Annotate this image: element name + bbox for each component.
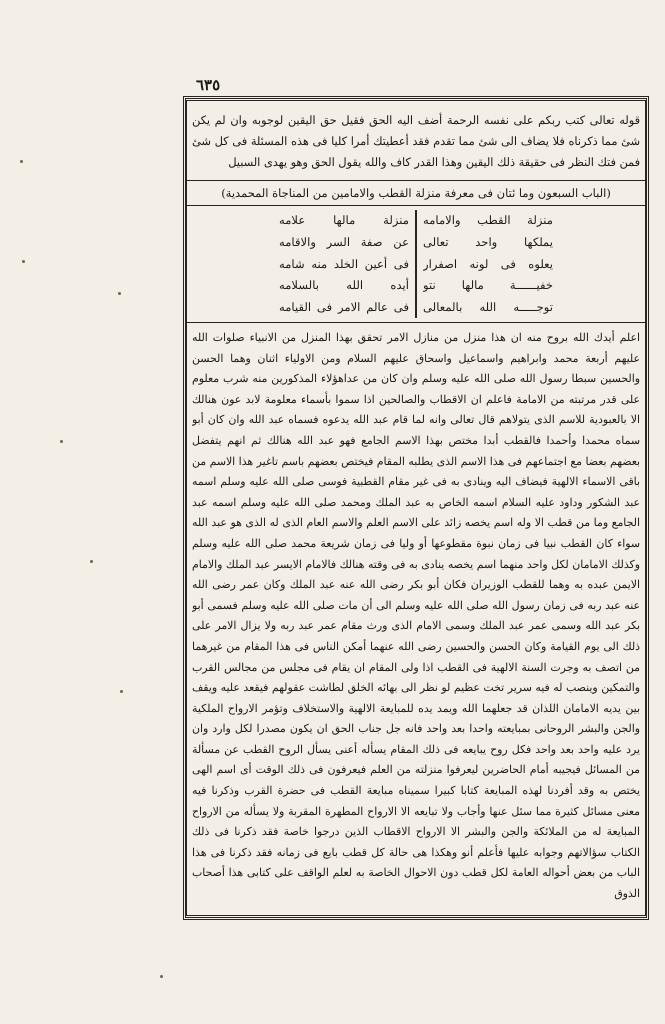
page-number: ٦٣٥ — [196, 76, 221, 94]
margin-speck — [118, 292, 121, 295]
poem-line: عن صفة السر والاقامه — [279, 234, 409, 249]
chapter-title: (الباب السبعون وما ئتان فى معرفة منزلة القطب والامامين من المناجاة المحمدية) — [221, 186, 611, 200]
poem-left-column — [273, 210, 416, 318]
divider-top — [186, 180, 646, 181]
margin-speck — [20, 160, 23, 163]
margin-speck — [22, 260, 25, 263]
margin-speck — [90, 560, 93, 563]
body-paragraph — [192, 328, 640, 908]
divider-chapter — [186, 205, 646, 206]
margin-speck — [60, 440, 63, 443]
margin-speck — [120, 690, 123, 693]
divider-poem — [186, 322, 646, 323]
body-paragraph-text: اعلم أيدك الله بروح منه ان هذا منزل من منازل الامر تحقق بهذا المنزل من الانبياء صلوات الله عليهم أربعة محمد وابراهيم واسماعيل واسحاق عليهم السلام ومن الاولياء اثنان وهما الحسن والحسين سبطا رسول الله صلى الله عليه وسلم وان كان من عداهؤلاء المذكورين منه شرب معلوم على قدر مرتبته من الامامة فاعلم ان الاقطاب والصالحين اذا سموا بأسماء معلومة لابد عون هنالك الا بالعبودية للاسم الذى يتولاهم قال تعالى وانه لما قام عبد الله يدعوه فسماه عبد الله وان كان أبو سماه محمدا وأحمدا فالقطب أبدا مختص بهذا الاسم الجامع فهو عبد الله هنالك ثم انهم يتفضل بعضهم بعضا مع اجتماعهم فى هذا الاسم الذى يطلبه المقام فيختص بعضهم باسم تاغير هذا الاسم من باقى الاسماء الالهية فيضاف اليه وينادى به فى غير مقام القطبية فوسى صلى الله عليه وسلم اسمه عبد الشكور وداود عليه السلام اسمه الخاص به عبد الملك ومحمد صلى الله عليه وسلم اسمه عبد الجامع وما من قطب الا وله اسم يخصه زائد على الاسم العلم والاسم العام الذى له الذى هو عبد الله سواء كان القطب نبيا فى زمان نبوة مقطوعها أو وليا فى زمان شريعة محمد صلى الله عليه وسلم وكذلك الامامان لكل واحد منهما اسم يخصه ينادى به فى وقته هنالك فالامام الايسر عبد الملك والامام الايمن عبده به وهما للقطب الوزيران فكان أبو بكر رضى الله عنه عبد الملك وكان عمر رضى الله عنه عبد ربه فى زمان رسول الله صلى الله عليه وسلم الى أن مات صلى الله عليه وسلم فسمى أبو بكر عبد الله وسمى عمر عبد الملك وسمى الامام الذى ورث مقام عمر عبد ربه ولا يزال الامر على ذلك الى يوم القيامة وكان الحسن والحسين رضى الله عنهما أمكن الناس فى هذا المقام من غيرهما من اتصف به وجرت السنة الالهية فى القطب اذا ولى المقام ان يقام فى مجلس من مجالس القرب والتمكين وينصب له فيه سرير تخت عظيم لو نظر الى بهائه الخلق لطاشت عقولهم فيقعد عليه ويقف بين يديه الامامان اللذان قد جعلهما الله ويمد يده للمبايعة الالهية والاستخلاف وتؤمر الارواح الملكية والجن والبشر الروحانى بمبايعته واحدا بعد واحد فانه جل جناب الحق ان يكون مصدرا لكل وارد وان يرد عليه واحد بعد واحد فكل روح يبايعه فى ذلك المقام يسأله أعنى يسأل الروح القطب عن مسألة من المسائل فيجيبه أمام الحاضرين ليعرفوا منزلته من العلم فيعرفون فى ذلك الوقت أى اسم الهى يختص به وقد أفردنا لهذه المبايعة كتابا كبيرا سميناه مبايعة القطب فى حضرة القرب وذكرنا فيه معنى مسائل كثيرة مما سئل عنها وأجاب ولا تبايعه الا الارواح المطهرة المقربة ولا يسأله من الارواح المبايعة له من الملائكة والجن والبشر الا الارواح الاقطاب الذين درجوا خاصة فقد ذكرنا فى ذلك الكتاب سؤالاتهم وجوابه عليها فأعلم أنو وهكذا هى حالة كل قطب بايع فى زمانه فقد ذكرنا فى هذا الباب من بعض أحواله العامة لكل قطب دون الاحوال الخاصة به لعلم الواقف على كتابى هذا أصحاب الذوق — [192, 331, 640, 901]
poem-block — [190, 210, 642, 318]
poem-line: فى أعين الخلد منه شامه — [279, 256, 409, 271]
margin-speck — [160, 975, 163, 978]
poem-line: أيده الله بالسلامه — [279, 278, 409, 293]
poem-line: يعلوه فى لونه اصفرار — [423, 256, 553, 271]
top-paragraph-text: قوله تعالى كتب ربكم على نفسه الرحمة أضف اليه الحق فقيل حق اليقين لوجوبه وان لم يكن شئ مما ذكرناه فلا يضاف الى شئ مما تقدم فقد أعطيتك أمرا كليا فى هذه المسئلة فى كل شئ فمن فتك النظر فى حقيقة ذلك اليقين وهذا القدر كاف والله يقول الحق وهو يهدى السبيل — [192, 114, 640, 169]
poem-line: فى عالم الامر فى القيامه — [279, 300, 409, 314]
poem-line: توجـــــه الله بالمعالى — [423, 300, 553, 314]
poem-line: منزلة القطب والامامه — [423, 213, 553, 227]
poem-line: خفيــــــة مالها نتو — [423, 278, 553, 293]
poem-line: منزلة مالها علامه — [279, 213, 409, 227]
top-paragraph — [192, 110, 640, 178]
poem-line: يملكها واحد تعالى — [423, 234, 553, 249]
poem-right-column — [416, 210, 559, 318]
